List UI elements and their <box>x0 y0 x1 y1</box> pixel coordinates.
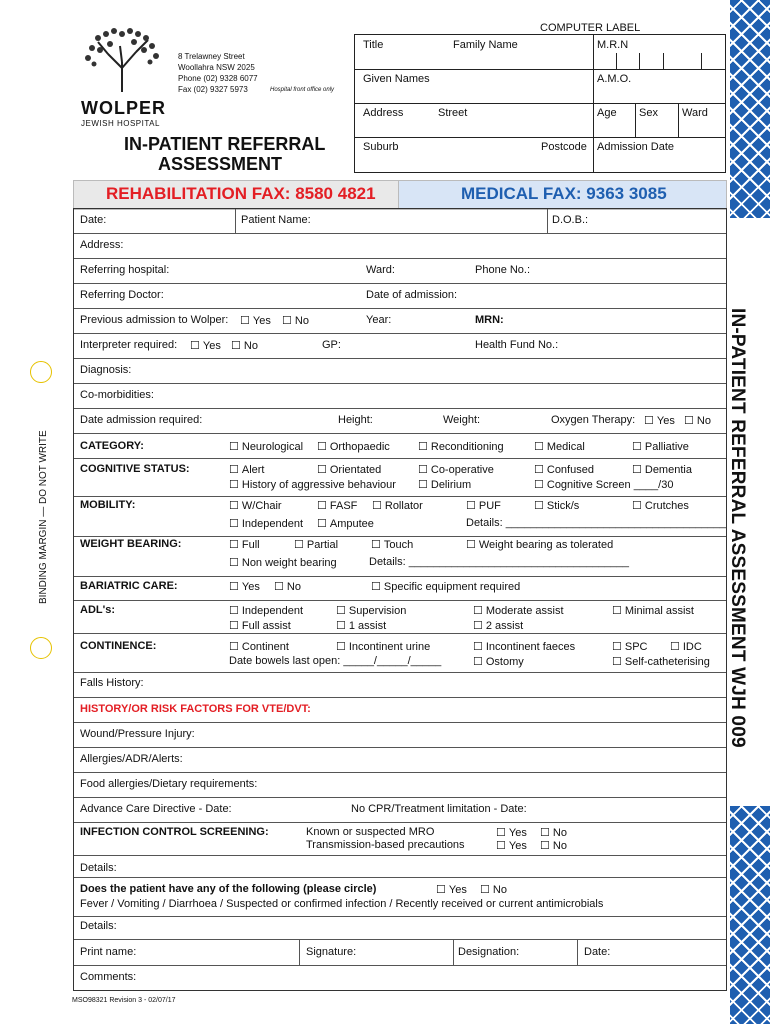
advance-care-field[interactable]: Advance Care Directive - Date: <box>80 803 232 815</box>
cl-ward: Ward <box>682 107 708 119</box>
oxygen-therapy-label: Oxygen Therapy: <box>551 414 636 426</box>
category-orthopaedic[interactable]: ☐ Orthopaedic <box>317 440 390 453</box>
cognitive-alert[interactable]: ☐ Alert <box>229 463 265 476</box>
cognitive-dementia[interactable]: ☐ Dementia <box>632 463 692 476</box>
mobility-wchair[interactable]: ☐ W/Chair <box>229 499 282 512</box>
gp-field[interactable]: GP: <box>322 339 341 351</box>
mobility-sticks[interactable]: ☐ Stick/s <box>534 499 579 512</box>
continence-label: CONTINENCE: <box>80 640 157 652</box>
infection-control-label: INFECTION CONTROL SCREENING: <box>80 826 269 838</box>
comorbidities-field[interactable]: Co-morbidities: <box>80 389 154 401</box>
continence-idc[interactable]: ☐ IDC <box>670 640 702 653</box>
mro-label: Known or suspected MRO <box>306 826 435 838</box>
continence-continent[interactable]: ☐ Continent <box>229 640 289 653</box>
designation-field[interactable]: Designation: <box>458 946 520 958</box>
wb-non-weight-bearing[interactable]: ☐ Non weight bearing <box>229 556 337 569</box>
dob-field[interactable]: D.O.B.: <box>552 214 589 226</box>
cl-family-name: Family Name <box>453 39 518 51</box>
border-pattern-bottom <box>730 806 770 1024</box>
cl-amo: A.M.O. <box>597 73 632 85</box>
cl-age: Age <box>597 107 617 119</box>
referring-doctor-field[interactable]: Referring Doctor: <box>80 289 164 301</box>
continence-self-cath[interactable]: ☐ Self-catheterising <box>612 655 710 668</box>
fax-note: Hospital front office only <box>270 87 335 93</box>
medical-fax: MEDICAL FAX: 9363 3085 <box>461 184 667 203</box>
cognitive-confused[interactable]: ☐ Confused <box>534 463 594 476</box>
punch-hole-bottom <box>30 637 52 659</box>
category-palliative[interactable]: ☐ Palliative <box>632 440 689 453</box>
computer-label-box[interactable] <box>354 34 726 173</box>
address-line2: Woollahra NSW 2025 <box>178 63 255 72</box>
rehab-fax: REHABILITATION FAX: 8580 4821 <box>106 184 376 203</box>
mobility-independent[interactable]: ☐ Independent <box>229 517 303 530</box>
medical-fax-bar <box>398 180 727 210</box>
mobility-amputee[interactable]: ☐ Amputee <box>317 517 374 530</box>
continence-incontinent-urine[interactable]: ☐ Incontinent urine <box>336 640 430 653</box>
address-line1: 8 Trelawney Street <box>178 52 245 61</box>
adl-1-assist[interactable]: ☐ 1 assist <box>336 619 386 632</box>
bariatric-equipment[interactable]: ☐ Specific equipment required <box>371 580 520 593</box>
continence-spc[interactable]: ☐ SPC <box>612 640 648 653</box>
comments-field[interactable]: Comments: <box>80 971 137 983</box>
cognitive-delirium[interactable]: ☐ Delirium <box>418 478 471 491</box>
symptoms-list[interactable]: Fever / Vomiting / Diarrhoea / Suspected or confirmed infection / Recently received or current antimicrobials <box>80 898 604 910</box>
symptoms-no[interactable]: ☐ No <box>480 883 507 896</box>
punch-hole-top <box>30 361 52 383</box>
date-admission-required-field[interactable]: Date admission required: <box>80 414 203 426</box>
revision-footer: MSO98321 Revision 3 - 02/07/17 <box>72 997 176 1004</box>
mro-yes[interactable]: ☐ Yes <box>496 826 527 839</box>
bariatric-no[interactable]: ☐ No <box>274 580 301 593</box>
health-fund-field[interactable]: Health Fund No.: <box>475 339 559 351</box>
food-allergies-field[interactable]: Food allergies/Dietary requirements: <box>80 778 258 790</box>
cl-sex: Sex <box>639 107 658 119</box>
wound-field[interactable]: Wound/Pressure Injury: <box>80 728 195 740</box>
adls-label: ADL's: <box>80 604 116 616</box>
transmission-yes[interactable]: ☐ Yes <box>496 839 527 852</box>
hospital-subname: JEWISH HOSPITAL <box>81 119 160 128</box>
cognitive-orientated[interactable]: ☐ Orientated <box>317 463 381 476</box>
mro-no[interactable]: ☐ No <box>540 826 567 839</box>
cl-title: Title <box>363 39 384 51</box>
cl-given-names: Given Names <box>363 73 430 85</box>
previous-admission-no[interactable]: ☐ No <box>282 314 309 327</box>
height-field[interactable]: Height: <box>338 414 373 426</box>
no-cpr-field[interactable]: No CPR/Treatment limitation - Date: <box>351 803 527 815</box>
weight-field[interactable]: Weight: <box>443 414 481 426</box>
wb-as-tolerated[interactable]: ☐ Weight bearing as tolerated <box>466 538 613 551</box>
cognitive-screen[interactable]: ☐ Cognitive Screen ____/30 <box>534 478 673 491</box>
cl-address: Address <box>363 107 404 119</box>
cognitive-aggressive[interactable]: ☐ History of aggressive behaviour <box>229 478 396 491</box>
date-of-admission-field[interactable]: Date of admission: <box>366 289 458 301</box>
wb-touch[interactable]: ☐ Touch <box>371 538 413 551</box>
computer-label-heading: COMPUTER LABEL <box>540 22 641 34</box>
details-field-2[interactable]: Details: <box>80 920 117 932</box>
referring-hospital-field[interactable]: Referring hospital: <box>80 264 170 276</box>
mobility-rollator[interactable]: ☐ Rollator <box>372 499 423 512</box>
year-field[interactable]: Year: <box>366 314 392 326</box>
details-field-1[interactable]: Details: <box>80 862 117 874</box>
oxygen-yes[interactable]: ☐ Yes <box>644 414 675 427</box>
adl-moderate-assist[interactable]: ☐ Moderate assist <box>473 604 564 617</box>
weight-bearing-label: WEIGHT BEARING: <box>80 538 182 550</box>
border-pattern-top <box>730 0 770 218</box>
previous-admission-yes[interactable]: ☐ Yes <box>240 314 271 327</box>
phone-no-field[interactable]: Phone No.: <box>475 264 531 276</box>
wb-details[interactable]: Details: ____________________________________ <box>369 556 629 568</box>
bowels-last-open[interactable]: Date bowels last open: _____/_____/_____ <box>229 655 442 667</box>
form-title-line2: ASSESSMENT <box>158 154 283 174</box>
wb-full[interactable]: ☐ Full <box>229 538 260 551</box>
wb-partial[interactable]: ☐ Partial <box>294 538 338 551</box>
date-signed-field[interactable]: Date: <box>584 946 611 958</box>
adl-independent[interactable]: ☐ Independent <box>229 604 303 617</box>
cl-admission-date: Admission Date <box>597 141 675 153</box>
adl-minimal-assist[interactable]: ☐ Minimal assist <box>612 604 694 617</box>
interpreter-yes[interactable]: ☐ Yes <box>190 339 221 352</box>
interpreter-no[interactable]: ☐ No <box>231 339 258 352</box>
form-title-line1: IN-PATIENT REFERRAL <box>124 134 326 154</box>
print-name-field[interactable]: Print name: <box>80 946 137 958</box>
hospital-name: WOLPER <box>81 98 166 118</box>
cognitive-cooperative[interactable]: ☐ Co-operative <box>418 463 494 476</box>
adl-full-assist[interactable]: ☐ Full assist <box>229 619 291 632</box>
continence-incontinent-faeces[interactable]: ☐ Incontinent faeces <box>473 640 575 653</box>
previous-admission-label: Previous admission to Wolper: <box>80 314 229 326</box>
transmission-no[interactable]: ☐ No <box>540 839 567 852</box>
side-title: IN-PATIENT REFERRAL ASSESSMENT WJH 009 <box>727 308 748 748</box>
phone-line: Phone (02) 9328 6077 <box>178 74 258 83</box>
adl-2-assist[interactable]: ☐ 2 assist <box>473 619 523 632</box>
allergies-field[interactable]: Allergies/ADR/Alerts: <box>80 753 183 765</box>
vte-dvt-field[interactable]: HISTORY/OR RISK FACTORS FOR VTE/DVT: <box>80 703 311 715</box>
transmission-label: Transmission-based precautions <box>306 839 465 851</box>
diagnosis-field[interactable]: Diagnosis: <box>80 364 132 376</box>
fax-line: Fax (02) 9327 5973 <box>178 85 248 94</box>
cl-suburb: Suburb <box>363 141 399 153</box>
symptoms-yes[interactable]: ☐ Yes <box>436 883 467 896</box>
address-field[interactable]: Address: <box>80 239 124 251</box>
mobility-crutches[interactable]: ☐ Crutches <box>632 499 689 512</box>
category-neurological[interactable]: ☐ Neurological <box>229 440 303 453</box>
cl-street: Street <box>438 107 468 119</box>
mobility-puf[interactable]: ☐ PUF <box>466 499 501 512</box>
rehab-fax-bar <box>73 180 400 210</box>
bariatric-yes[interactable]: ☐ Yes <box>229 580 260 593</box>
mrn-field[interactable]: MRN: <box>475 314 504 326</box>
mobility-details[interactable]: Details: ____________________________________ <box>466 517 726 529</box>
signature-field[interactable]: Signature: <box>306 946 357 958</box>
continence-ostomy[interactable]: ☐ Ostomy <box>473 655 524 668</box>
category-label: CATEGORY: <box>80 440 144 452</box>
cl-mrn: M.R.N <box>597 39 629 51</box>
binding-margin: BINDING MARGIN — DO NOT WRITE <box>38 430 49 604</box>
tree-logo-icon <box>80 28 165 94</box>
patient-name-field[interactable]: Patient Name: <box>241 214 311 226</box>
mobility-label: MOBILITY: <box>80 499 136 511</box>
falls-history-field[interactable]: Falls History: <box>80 677 144 689</box>
does-patient-label: Does the patient have any of the following (please circle) <box>80 883 377 895</box>
adl-supervision[interactable]: ☐ Supervision <box>336 604 406 617</box>
bariatric-label: BARIATRIC CARE: <box>80 580 178 592</box>
category-medical[interactable]: ☐ Medical <box>534 440 585 453</box>
ward-field[interactable]: Ward: <box>366 264 395 276</box>
cl-postcode: Postcode <box>541 141 587 153</box>
cognitive-status-label: COGNITIVE STATUS: <box>80 463 190 475</box>
interpreter-label: Interpreter required: <box>80 339 178 351</box>
date-field[interactable]: Date: <box>80 214 107 226</box>
mobility-fasf[interactable]: ☐ FASF <box>317 499 357 512</box>
oxygen-no[interactable]: ☐ No <box>684 414 711 427</box>
category-reconditioning[interactable]: ☐ Reconditioning <box>418 440 504 453</box>
